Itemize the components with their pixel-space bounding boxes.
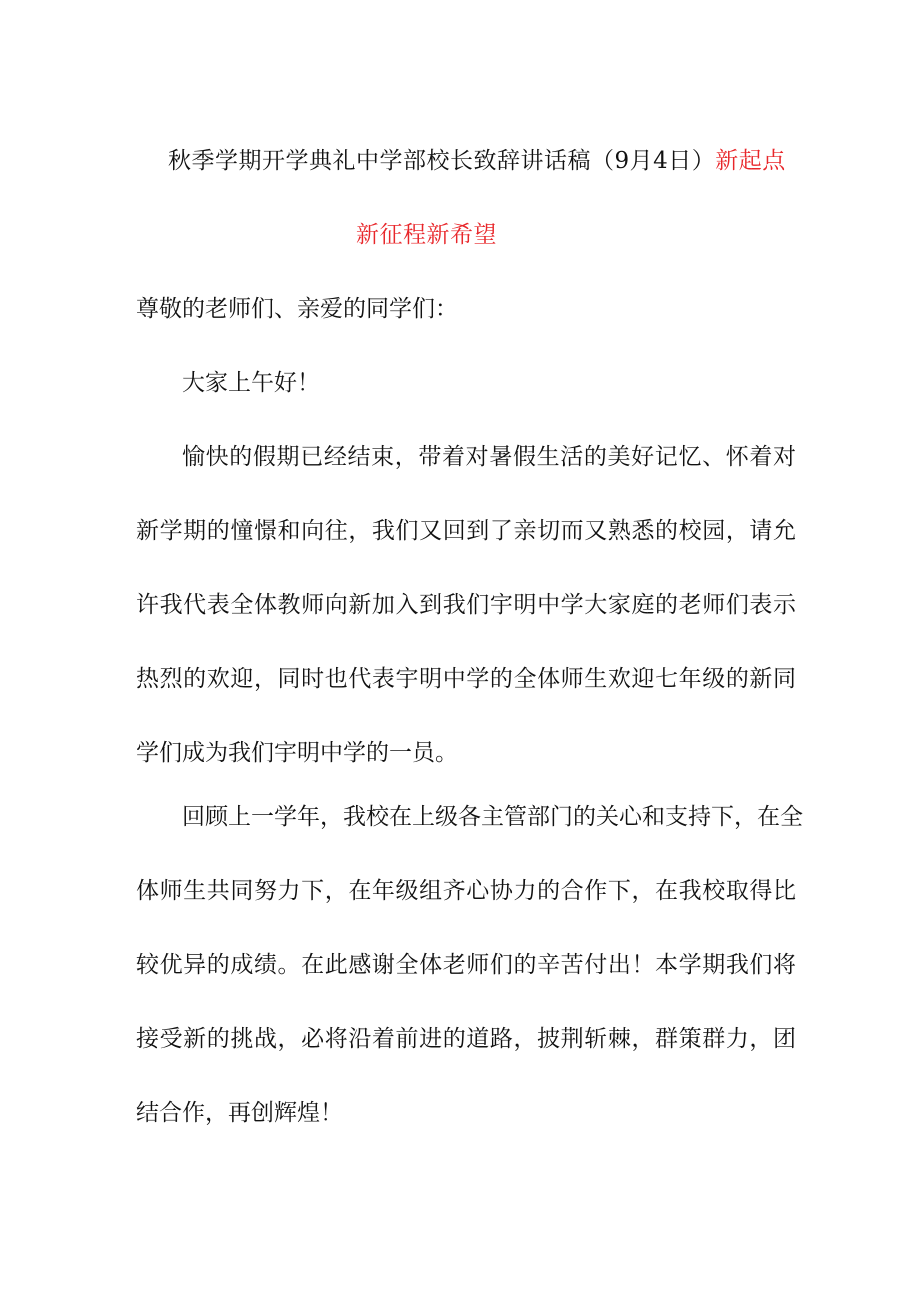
paragraph-line: 接受新的挑战，必将沿着前进的道路，披荆斩棘，群策群力，团 xyxy=(136,1026,796,1052)
paragraph-line: 体师生共同努力下，在年级组齐心协力的合作下，在我校取得比 xyxy=(136,878,796,904)
document-title-line-2: 新征程新希望 xyxy=(356,222,497,248)
document-title-line-1 xyxy=(168,144,808,178)
paragraph-line: 新学期的憧憬和向往，我们又回到了亲切而又熟悉的校园，请允 xyxy=(136,518,796,544)
greeting: 大家上午好！ xyxy=(182,370,320,396)
paragraph-line: 结合作，再创辉煌！ xyxy=(136,1100,343,1126)
paragraph-line: 愉快的假期已经结束，带着对暑假生活的美好记忆、怀着对 xyxy=(182,444,796,470)
title-main-text: 秋季学期开学典礼中学部校长致辞讲话稿（9月4日） xyxy=(168,148,716,174)
title-highlight-text: 新起点 xyxy=(715,148,786,174)
salutation: 尊敬的老师们、亲爱的同学们： xyxy=(136,296,458,322)
paragraph-line: 许我代表全体教师向新加入到我们宇明中学大家庭的老师们表示 xyxy=(136,592,796,618)
paragraph-welcome xyxy=(136,440,796,810)
paragraph-line: 较优异的成绩。在此感谢全体老师们的辛苦付出！本学期我们将 xyxy=(136,952,796,978)
paragraph-review xyxy=(136,800,803,1170)
paragraph-line: 学们成为我们宇明中学的一员。 xyxy=(136,740,458,766)
paragraph-line: 热烈的欢迎，同时也代表宇明中学的全体师生欢迎七年级的新同 xyxy=(136,666,796,692)
paragraph-line: 回顾上一学年，我校在上级各主管部门的关心和支持下，在全 xyxy=(182,804,803,830)
